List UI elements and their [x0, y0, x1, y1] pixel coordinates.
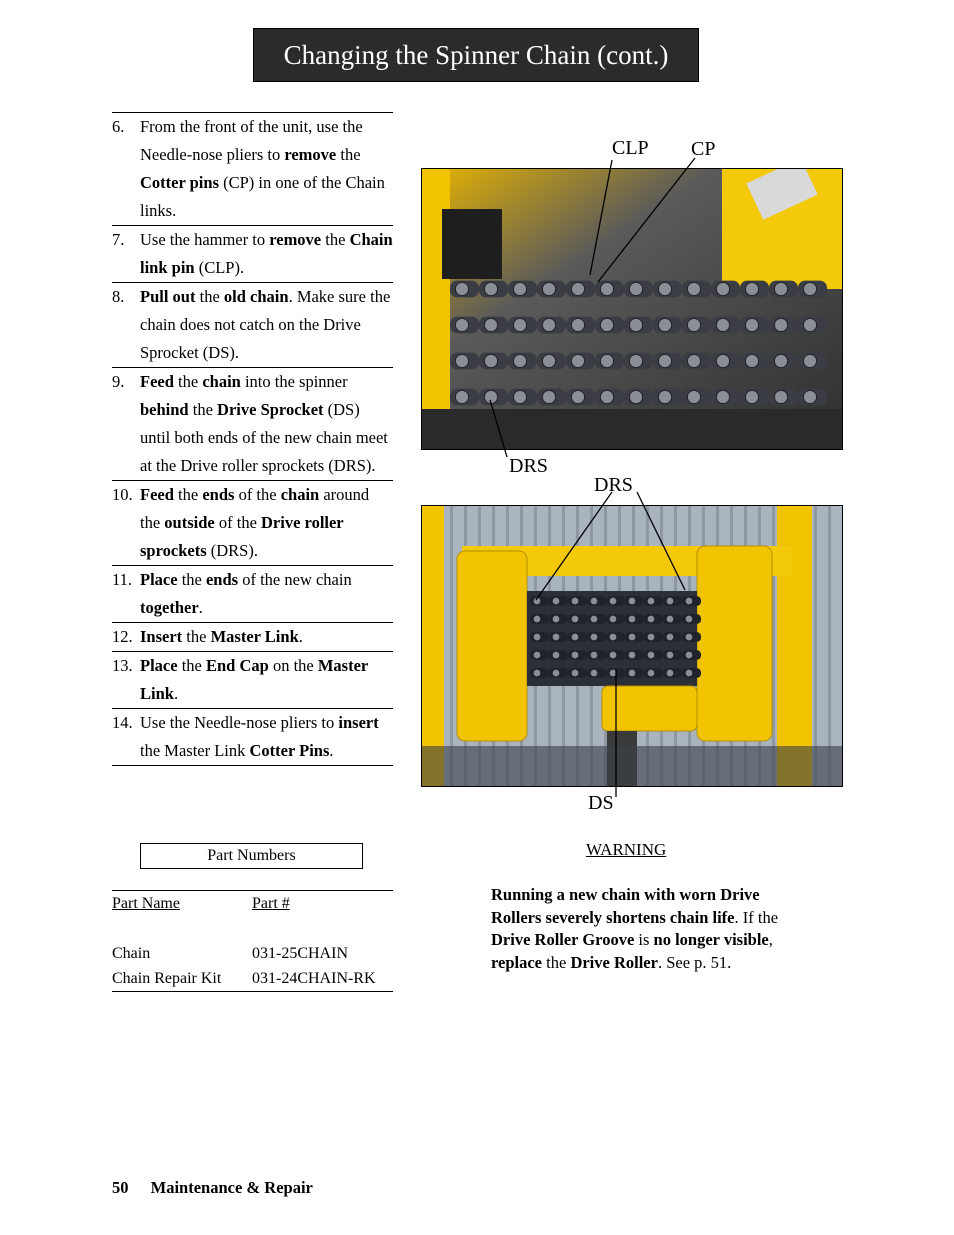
chain-roller — [803, 390, 816, 403]
step-text-run: of the new chain — [238, 570, 352, 589]
warning-text-run: , — [768, 930, 773, 949]
chain-roller — [803, 318, 816, 331]
chain-roller — [745, 390, 758, 403]
step-text — [140, 113, 393, 225]
chain-roller — [628, 669, 636, 677]
label-ds: DS — [588, 792, 614, 814]
chain-roller — [484, 318, 497, 331]
warning-text-run: replace — [491, 952, 543, 972]
steps-list — [112, 112, 393, 766]
header-part-number: Part # — [252, 894, 290, 912]
step-text-run: the — [177, 656, 206, 675]
chain-roller — [774, 390, 787, 403]
chain-roller — [685, 633, 693, 641]
chain-roller — [600, 318, 613, 331]
chain-roller — [666, 669, 674, 677]
warning-text-run: . See p. 51. — [657, 952, 732, 972]
chain-roller — [716, 354, 729, 367]
spinner-assembly-photo — [421, 505, 843, 787]
step-text-run: the — [173, 485, 203, 504]
step-number: 14. — [112, 713, 133, 732]
step-text-run: Drive Sprocket — [217, 400, 324, 419]
step-text-run: . — [173, 684, 179, 703]
list-item — [112, 651, 393, 708]
step-text — [140, 566, 393, 622]
chain-roller — [685, 615, 693, 623]
chain-roller — [533, 633, 541, 641]
step-text-run: Use the Needle-nose pliers to — [140, 713, 339, 732]
step-text — [140, 368, 393, 480]
chain-roller — [716, 282, 729, 295]
chain-roller — [571, 390, 584, 403]
chain-roller — [658, 318, 671, 331]
chain-roller — [609, 615, 617, 623]
step-text-run: (CLP). — [194, 258, 245, 277]
step-text-run: From the front of the unit, use the Needle-nose pliers to — [140, 117, 363, 164]
step-text-run: ends — [205, 570, 239, 589]
step-text — [140, 481, 393, 565]
page-title: Changing the Spinner Chain (cont.) — [283, 39, 669, 70]
chain-roller — [629, 390, 642, 403]
chain-roller — [571, 597, 579, 605]
chain-roller — [745, 318, 758, 331]
chain-roller — [629, 354, 642, 367]
chain-roller — [647, 651, 655, 659]
step-text-run: the — [195, 287, 224, 306]
step-text-run: the — [182, 627, 211, 646]
chain-roller — [571, 633, 579, 641]
chain-roller — [484, 390, 497, 403]
step-text-run: (DS) until both ends of the new chain meet at the Drive roller sprockets (DRS). — [140, 400, 388, 475]
step-text-run: Feed — [140, 485, 174, 504]
list-item — [112, 282, 393, 367]
step-text-run: Insert — [140, 627, 183, 646]
chain-roller — [552, 615, 560, 623]
page-footer — [112, 1178, 313, 1198]
chain-roller — [484, 282, 497, 295]
step-number: 9. — [112, 372, 125, 391]
step-text-run: (DRS). — [206, 541, 258, 560]
chain-roller — [803, 354, 816, 367]
step-text-run: . — [198, 598, 203, 617]
list-item — [112, 367, 393, 480]
chain-roller — [571, 318, 584, 331]
warning-text-run: the — [542, 952, 571, 972]
chain-roller — [666, 651, 674, 659]
step-text-run: Drive roller sprockets — [140, 513, 344, 560]
step-text-run: Cotter pins — [140, 173, 219, 192]
step-text — [140, 226, 393, 282]
chain-roller — [658, 390, 671, 403]
step-text-run: the — [321, 230, 350, 249]
chain-roller — [455, 282, 468, 295]
chain-roller — [629, 318, 642, 331]
step-number: 13. — [112, 656, 133, 675]
list-item — [112, 480, 393, 565]
chain-roller — [628, 651, 636, 659]
step-text-run: of the — [214, 513, 262, 532]
step-number: 7. — [112, 230, 125, 249]
chain-roller — [628, 633, 636, 641]
step-text-run: Place — [140, 570, 178, 589]
chain-roller — [685, 669, 693, 677]
list-item — [112, 708, 393, 766]
chain-roller — [666, 615, 674, 623]
step-number: 10. — [112, 485, 133, 504]
table-spacer — [112, 916, 393, 941]
step-text-run: the — [173, 372, 203, 391]
table-row — [112, 966, 393, 991]
label-clp: CLP — [612, 137, 649, 159]
step-text-run: ends — [202, 485, 235, 504]
step-text-run: . — [329, 741, 334, 760]
part-name: Chain Repair Kit — [112, 969, 222, 987]
header-part-name: Part Name — [112, 894, 180, 912]
chain-roller — [658, 354, 671, 367]
warning-text-run: is — [634, 930, 654, 949]
step-text-run: . Make sure the chain does not catch on the Drive Sprocket (DS). — [140, 287, 391, 362]
step-text-run: Chain link pin — [140, 230, 393, 277]
step-text-run: Place — [140, 656, 178, 675]
chain-roller — [666, 597, 674, 605]
chain-roller — [542, 318, 555, 331]
chain-roller — [685, 597, 693, 605]
chain-roller — [629, 282, 642, 295]
step-number: 6. — [112, 117, 125, 136]
chain-roller — [666, 633, 674, 641]
step-text-run: remove — [269, 230, 322, 249]
chain-roller — [513, 318, 526, 331]
chain-roller — [647, 615, 655, 623]
part-numbers-table — [112, 890, 393, 992]
step-text-run: chain — [202, 372, 241, 391]
chain-roller — [533, 615, 541, 623]
chain-roller — [590, 597, 598, 605]
chain-roller — [609, 597, 617, 605]
step-text-run: Cotter Pins — [249, 741, 330, 760]
step-number: 8. — [112, 287, 125, 306]
chain-roller — [571, 282, 584, 295]
chain-roller — [590, 633, 598, 641]
step-text-run: insert — [338, 713, 379, 732]
list-item — [112, 225, 393, 282]
step-text-run: the — [336, 145, 361, 164]
warning-text-run: . If the — [734, 907, 779, 927]
chain-roller — [542, 390, 555, 403]
warning-title: WARNING — [586, 840, 667, 859]
section-name: Maintenance & Repair — [150, 1178, 313, 1197]
step-text-run: (CP) in one of the Chain links. — [140, 173, 385, 220]
chain-roller — [571, 615, 579, 623]
step-text-run: Pull out — [140, 287, 196, 306]
table-row — [112, 941, 393, 966]
chain-roller — [628, 615, 636, 623]
chain-roller — [552, 597, 560, 605]
page-title-box — [253, 28, 699, 82]
chain-closeup-photo — [421, 168, 843, 450]
chain-roller — [513, 390, 526, 403]
part-numbers-caption: Part Numbers — [140, 843, 363, 869]
chain-roller — [745, 354, 758, 367]
chain-roller — [647, 597, 655, 605]
warning-text-run: Drive Roller Groove — [491, 930, 635, 949]
chain-roller — [716, 318, 729, 331]
step-text-run: old chain — [223, 287, 289, 306]
chain-roller — [571, 669, 579, 677]
step-text — [140, 709, 393, 765]
chain-roller — [600, 282, 613, 295]
step-text-run: Master Link — [140, 656, 368, 703]
step-text-run: End Cap — [205, 656, 269, 675]
step-number: 11. — [112, 570, 133, 589]
chain-roller — [533, 651, 541, 659]
chain-roller — [590, 615, 598, 623]
warning-text — [491, 884, 781, 974]
step-text-run: the — [188, 400, 218, 419]
chain-roller — [609, 669, 617, 677]
step-text-run: . — [298, 627, 303, 646]
chain-closeup-illustration — [422, 169, 842, 449]
chain-roller — [774, 318, 787, 331]
step-text — [140, 283, 393, 367]
chain-roller — [658, 282, 671, 295]
chain-roller — [455, 354, 468, 367]
chain-roller — [455, 318, 468, 331]
spinner-assembly-illustration — [422, 506, 842, 786]
chain-roller — [609, 633, 617, 641]
step-text-run: on the — [268, 656, 318, 675]
table-header-row — [112, 891, 393, 916]
part-name: Chain — [112, 944, 151, 962]
chain-roller — [590, 651, 598, 659]
list-item — [112, 112, 393, 225]
chain-roller — [552, 669, 560, 677]
page-number: 50 — [112, 1178, 129, 1197]
step-text — [140, 652, 393, 708]
chain-roller — [687, 354, 700, 367]
chain-roller — [542, 282, 555, 295]
step-text-run: Use the hammer to — [140, 230, 270, 249]
warning-text-run: no longer visible — [653, 930, 769, 949]
chain-roller — [542, 354, 555, 367]
chain-roller — [647, 669, 655, 677]
chain-roller — [484, 354, 497, 367]
chain-roller — [628, 597, 636, 605]
step-text-run: together — [140, 598, 199, 617]
chain-roller — [647, 633, 655, 641]
chain-roller — [687, 318, 700, 331]
chain-roller — [600, 354, 613, 367]
step-text-run: the — [177, 570, 206, 589]
chain-roller — [687, 282, 700, 295]
step-text-run: chain — [280, 485, 320, 504]
chain-roller — [774, 354, 787, 367]
list-item — [112, 565, 393, 622]
chain-roller — [716, 390, 729, 403]
chain-roller — [455, 390, 468, 403]
warning-text-run: Drive Roller — [570, 952, 658, 972]
chain-roller — [803, 282, 816, 295]
part-number: 031-25CHAIN — [252, 944, 348, 962]
step-text — [140, 623, 393, 651]
chain-roller — [552, 651, 560, 659]
chain-roller — [533, 597, 541, 605]
chain-roller — [600, 390, 613, 403]
chain-roller — [571, 354, 584, 367]
step-text-run: remove — [284, 145, 337, 164]
chain-roller — [552, 633, 560, 641]
chain-roller — [533, 669, 541, 677]
chain-roller — [590, 669, 598, 677]
chain-roller — [774, 282, 787, 295]
label-drs-top: DRS — [509, 455, 548, 477]
chain-roller — [513, 354, 526, 367]
label-cp: CP — [691, 138, 716, 160]
step-text-run: outside — [164, 513, 215, 532]
list-item — [112, 622, 393, 651]
chain-roller — [513, 282, 526, 295]
step-text-run: around the — [140, 485, 370, 532]
step-text-run: of the — [234, 485, 281, 504]
chain-roller — [745, 282, 758, 295]
step-text-run: the Master Link — [140, 741, 250, 760]
part-number: 031-24CHAIN-RK — [252, 969, 376, 987]
step-text-run: into the spinner — [240, 372, 348, 391]
step-text-run: behind — [140, 400, 189, 419]
step-text-run: Feed — [140, 372, 174, 391]
chain-roller — [687, 390, 700, 403]
label-drs-bottom: DRS — [594, 474, 633, 496]
warning-text-run: Running a new chain with worn Drive Rollers severely shortens chain life — [491, 885, 760, 927]
step-text-run: Master Link — [210, 627, 299, 646]
chain-roller — [609, 651, 617, 659]
step-number: 12. — [112, 627, 133, 646]
chain-roller — [571, 651, 579, 659]
chain-roller — [685, 651, 693, 659]
